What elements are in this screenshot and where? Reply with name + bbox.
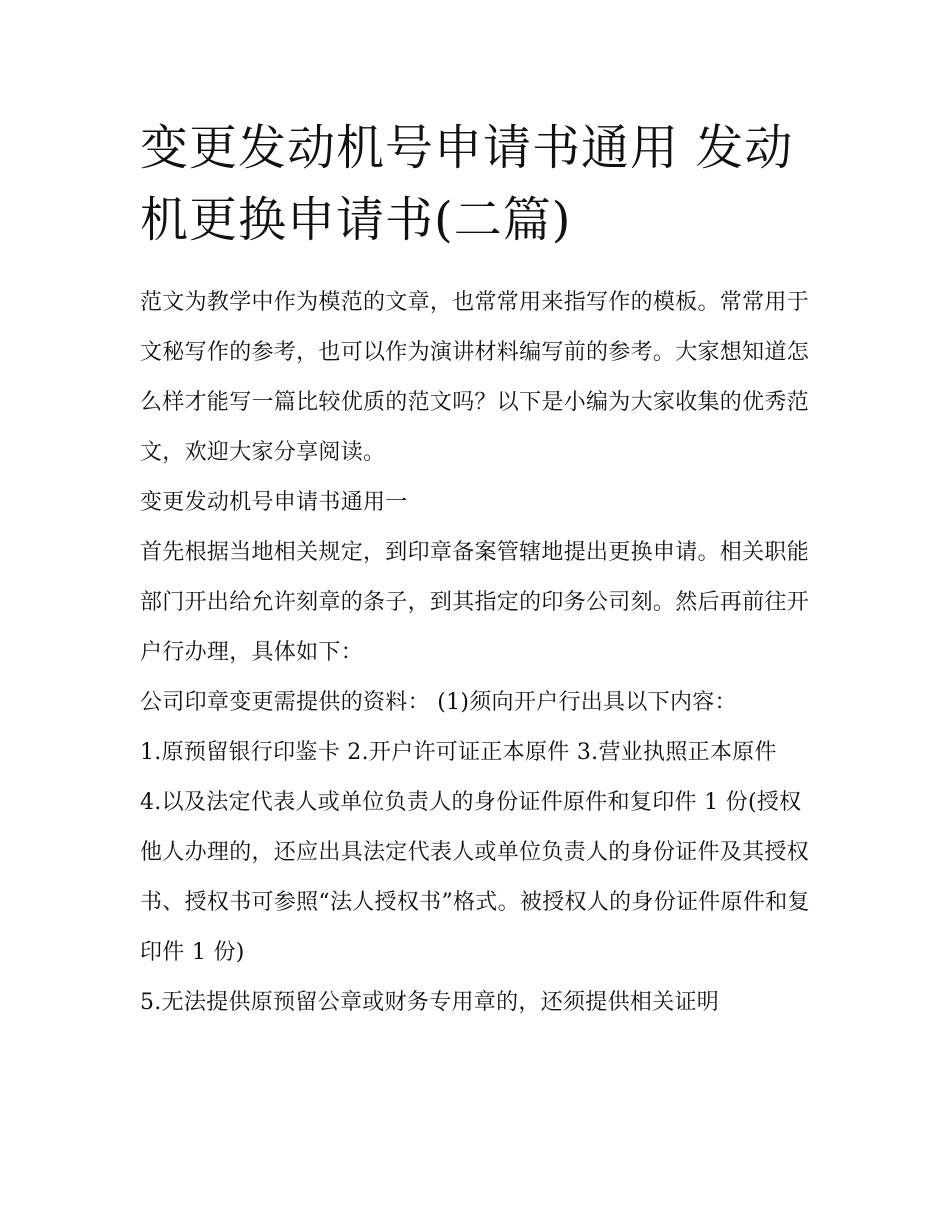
document-body xyxy=(140,278,820,1028)
section-heading: 变更发动机号申请书通用一 xyxy=(140,490,408,515)
list-item: 4.以及法定代表人或单位负责人的身份证件原件和复印件 1 份(授权他人办理的，还应出具法定代表人或单位负责人的身份证件及其授权书、授权书可参照“法人授权书”格式。被授权人的身份证件原件和复印件 1 份) xyxy=(140,790,810,965)
materials-heading: 公司印章变更需提供的资料： (1)须向开户行出具以下内容： xyxy=(140,690,737,715)
list-item: 5.无法提供原预留公章或财务专用章的，还须提供相关证明 xyxy=(140,990,720,1015)
list-item: 1.原预留银行印鉴卡 2.开户许可证正本原件 3.营业执照正本原件 xyxy=(140,740,777,765)
intro-paragraph: 范文为教学中作为模范的文章，也常常用来指写作的模板。常常用于文秘写作的参考，也可以作为演讲材料编写前的参考。大家想知道怎么样才能写一篇比较优质的范文吗？以下是小编为大家收集的优秀范文，欢迎大家分享阅读。 xyxy=(140,290,810,465)
procedure-paragraph: 首先根据当地相关规定，到印章备案管辖地提出更换申请。相关职能部门开出给允许刻章的条子，到其指定的印务公司刻。然后再前往开户行办理，具体如下： xyxy=(140,540,810,665)
document-page xyxy=(140,112,820,1028)
document-title: 变更发动机号申请书通用 发动机更换申请书(二篇) xyxy=(140,120,794,248)
